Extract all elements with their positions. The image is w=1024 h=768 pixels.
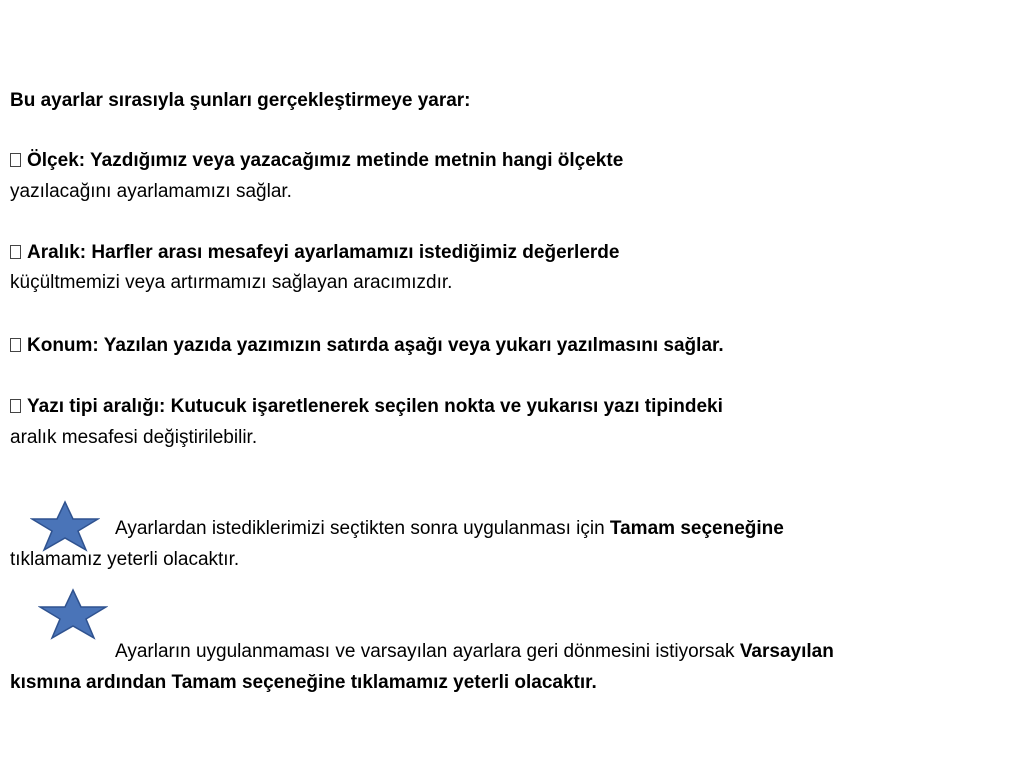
star-icon: [30, 500, 100, 552]
star-icon: [38, 588, 108, 640]
item-2-text: küçültmemizi veya artırmamızı sağlayan aracımızdır.: [10, 272, 453, 293]
note-1-text: Ayarlardan istediklerimizi seçtikten sonra uygulanması için: [115, 518, 610, 539]
note-2-bold: Varsayılan: [739, 641, 834, 662]
bullet-placeholder-icon: [10, 338, 21, 352]
item-4-bold: Yazı tipi aralığı: Kutucuk işaretlenerek seçilen nokta ve yukarısı yazı tipindeki: [27, 396, 723, 417]
item-2-title: [10, 241, 619, 265]
note-1-line-1: [115, 517, 784, 541]
note-1-bold: Tamam seçeneğine: [609, 518, 784, 539]
item-4-text: aralık mesafesi değiştirilebilir.: [10, 427, 258, 448]
item-4-title: [10, 395, 723, 419]
bullet-placeholder-icon: [10, 399, 21, 413]
bullet-placeholder-icon: [10, 153, 21, 167]
note-2-text: Ayarların uygulanmaması ve varsayılan ayarlara geri dönmesini istiyorsak: [115, 641, 740, 662]
item-1-title: [10, 149, 623, 173]
item-2-bold: Aralık: Harfler arası mesafeyi ayarlamamızı istediğimiz değerlerde: [27, 242, 620, 263]
bullet-placeholder-icon: [10, 245, 21, 259]
heading: Bu ayarlar sırasıyla şunları gerçekleştirmeye yarar:: [10, 90, 471, 111]
note-1-line-2: tıklamamız yeterli olacaktır.: [10, 549, 240, 570]
item-3-bold: Konum: Yazılan yazıda yazımızın satırda aşağı veya yukarı yazılmasını sağlar.: [27, 335, 724, 356]
note-2-line-1: [115, 640, 834, 664]
item-3-title: [10, 334, 724, 358]
item-1-bold: Ölçek: Yazdığımız veya yazacağımız metinde metnin hangi ölçekte: [27, 150, 624, 171]
item-1-text: yazılacağını ayarlamamızı sağlar.: [10, 181, 292, 202]
note-2-line-2: kısmına ardından Tamam seçeneğine tıklamamız yeterli olacaktır.: [10, 672, 597, 693]
